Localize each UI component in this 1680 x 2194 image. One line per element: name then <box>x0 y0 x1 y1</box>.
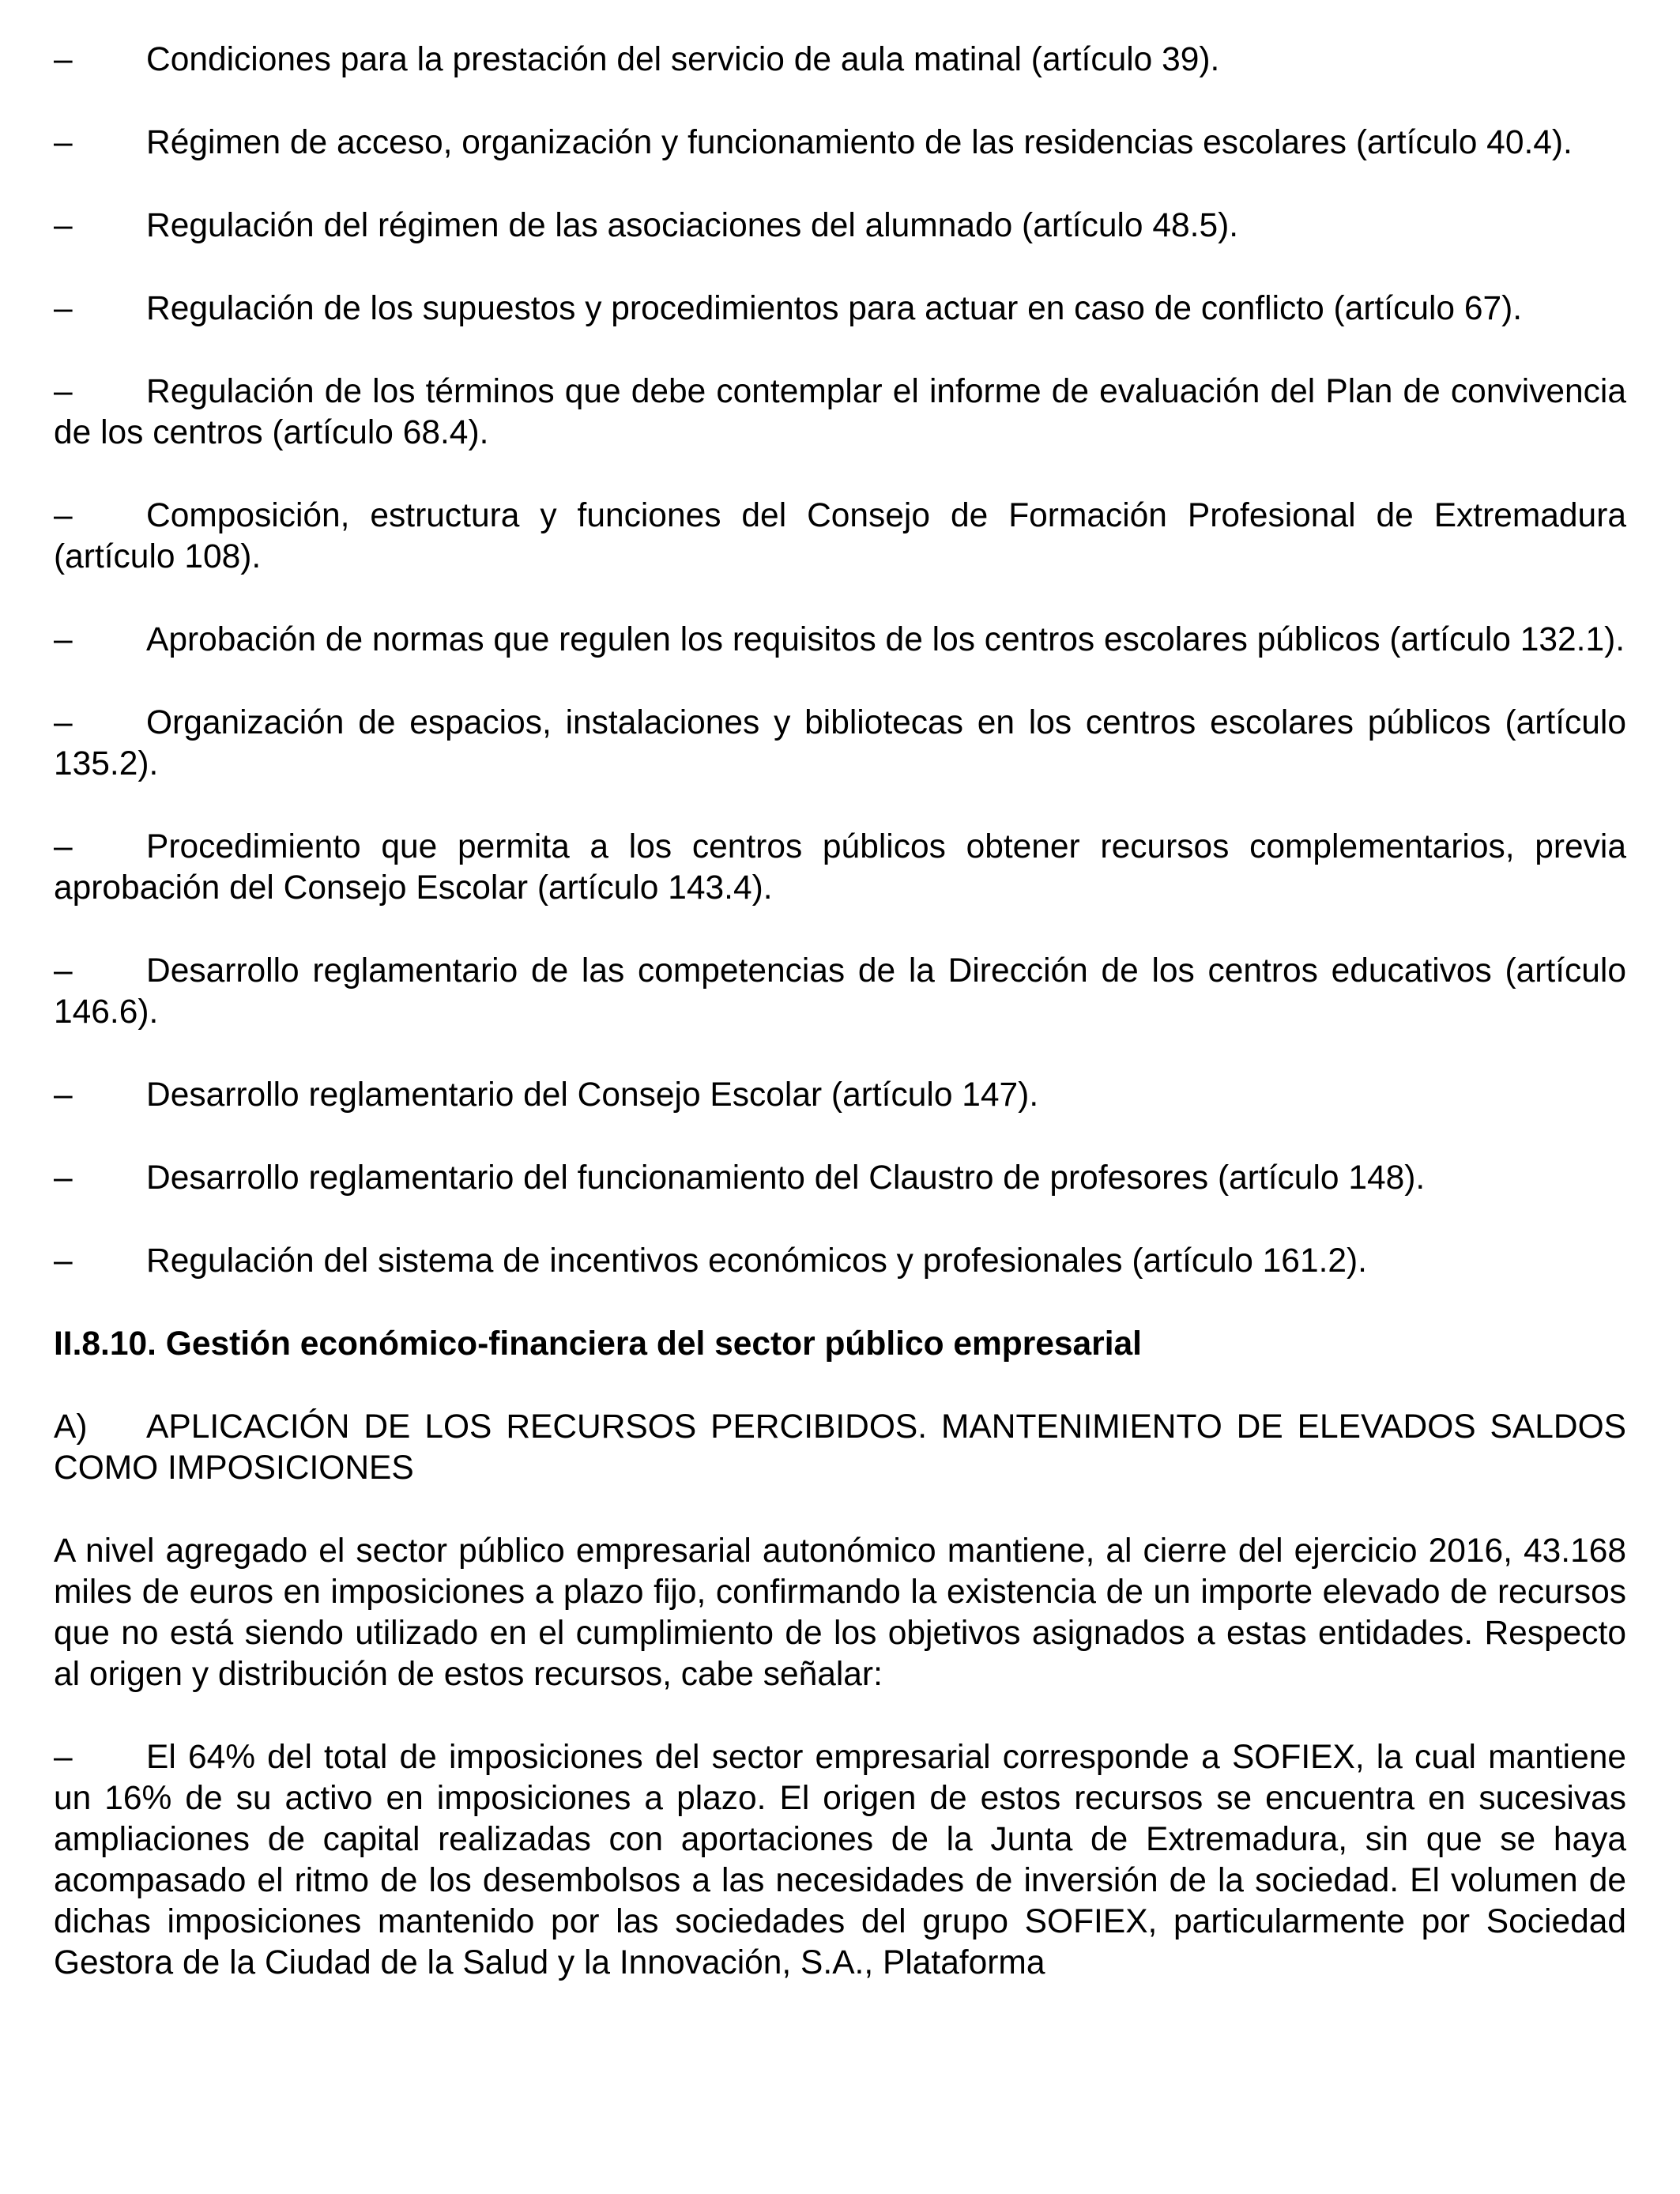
bullet-dash: – <box>54 828 73 865</box>
list-item <box>54 205 1626 247</box>
subsection-heading <box>54 1407 1626 1489</box>
bullet-dash: – <box>54 373 73 410</box>
list-item-text: Regulación del sistema de incentivos económicos y profesionales (artículo 161.2). <box>146 1242 1367 1280</box>
bullet-dash: – <box>54 1159 73 1197</box>
subsection-title: APLICACIÓN DE LOS RECURSOS PERCIBIDOS. MANTENIMIENTO DE ELEVADOS SALDOS COMO IMPOSICIONES <box>54 1408 1626 1487</box>
list-item <box>54 40 1626 81</box>
bullet-dash: – <box>54 1242 73 1280</box>
list-item-text: Desarrollo reglamentario del Consejo Escolar (artículo 147). <box>146 1076 1039 1114</box>
list-item <box>54 123 1626 164</box>
list-item <box>54 1737 1626 1984</box>
bullet-dash: – <box>54 621 73 658</box>
list-item-text: Regulación de los términos que debe contemplar el informe de evaluación del Plan de convivencia de los centros (artículo 68.4). <box>54 373 1626 451</box>
bullet-dash: – <box>54 1076 73 1114</box>
bullet-dash: – <box>54 41 73 78</box>
list-item <box>54 620 1626 661</box>
list-item-text: Régimen de acceso, organización y funcionamiento de las residencias escolares (artículo 40.4). <box>146 124 1573 161</box>
list-item <box>54 827 1626 909</box>
list-item-text: Aprobación de normas que regulen los requisitos de los centros escolares públicos (artículo 132.1). <box>146 621 1625 658</box>
document-page <box>54 40 1626 2026</box>
list-item <box>54 703 1626 785</box>
bullet-dash: – <box>54 124 73 161</box>
body-paragraph: A nivel agregado el sector público empresarial autonómico mantiene, al cierre del ejercicio 2016, 43.168 miles de euros en imposiciones a plazo fijo, confirmando la existencia de un importe elevado de recursos que no está siendo utilizado en el cumplimiento de los objetivos asignados a estas entidades. Respecto al origen y distribución de estos recursos, cabe señalar: <box>54 1532 1626 1693</box>
section-heading: II.8.10. Gestión económico-financiera del sector público empresarial <box>54 1325 1142 1363</box>
bullet-dash: – <box>54 952 73 990</box>
list-item-text: Organización de espacios, instalaciones y bibliotecas en los centros escolares públicos (artículo 135.2). <box>54 704 1626 782</box>
list-item <box>54 1075 1626 1116</box>
list-item <box>54 1241 1626 1282</box>
bullet-dash: – <box>54 497 73 534</box>
bullet-dash: – <box>54 704 73 741</box>
list-item-text: Regulación de los supuestos y procedimientos para actuar en caso de conflicto (artículo 67). <box>146 290 1523 327</box>
list-item <box>54 288 1626 330</box>
list-item-text: Composición, estructura y funciones del Consejo de Formación Profesional de Extremadura (artículo 108). <box>54 497 1626 575</box>
bullet-dash: – <box>54 1739 73 1776</box>
list-item <box>54 371 1626 454</box>
list-item <box>54 951 1626 1033</box>
list-item-text: El 64% del total de imposiciones del sector empresarial corresponde a SOFIEX, la cual mantiene un 16% de su activo en imposiciones a plazo. El origen de estos recursos se encuentra en sucesivas ampliaciones de capital realizadas con aportaciones de la Junta de Extremadura, sin que se haya acompasado el ritmo de los desembolsos a las necesidades de inversión de la sociedad. El volumen de dichas imposiciones mantenido por las sociedades del grupo SOFIEX, particularmente por Sociedad Gestora de la Ciudad de la Salud y la Innovación, S.A., Plataforma <box>54 1739 1626 1981</box>
list-item-text: Desarrollo reglamentario de las competencias de la Dirección de los centros educativos (artículo 146.6). <box>54 952 1626 1031</box>
list-item <box>54 496 1626 578</box>
subsection-label: A) <box>54 1408 88 1446</box>
bullet-dash: – <box>54 290 73 327</box>
bullet-dash: – <box>54 207 73 244</box>
list-item-text: Condiciones para la prestación del servicio de aula matinal (artículo 39). <box>146 41 1220 78</box>
list-item-text: Procedimiento que permita a los centros públicos obtener recursos complementarios, previa aprobación del Consejo Escolar (artículo 143.4). <box>54 828 1626 907</box>
list-item-text: Desarrollo reglamentario del funcionamiento del Claustro de profesores (artículo 148). <box>146 1159 1426 1197</box>
list-item <box>54 1158 1626 1199</box>
list-item-text: Regulación del régimen de las asociaciones del alumnado (artículo 48.5). <box>146 207 1239 244</box>
